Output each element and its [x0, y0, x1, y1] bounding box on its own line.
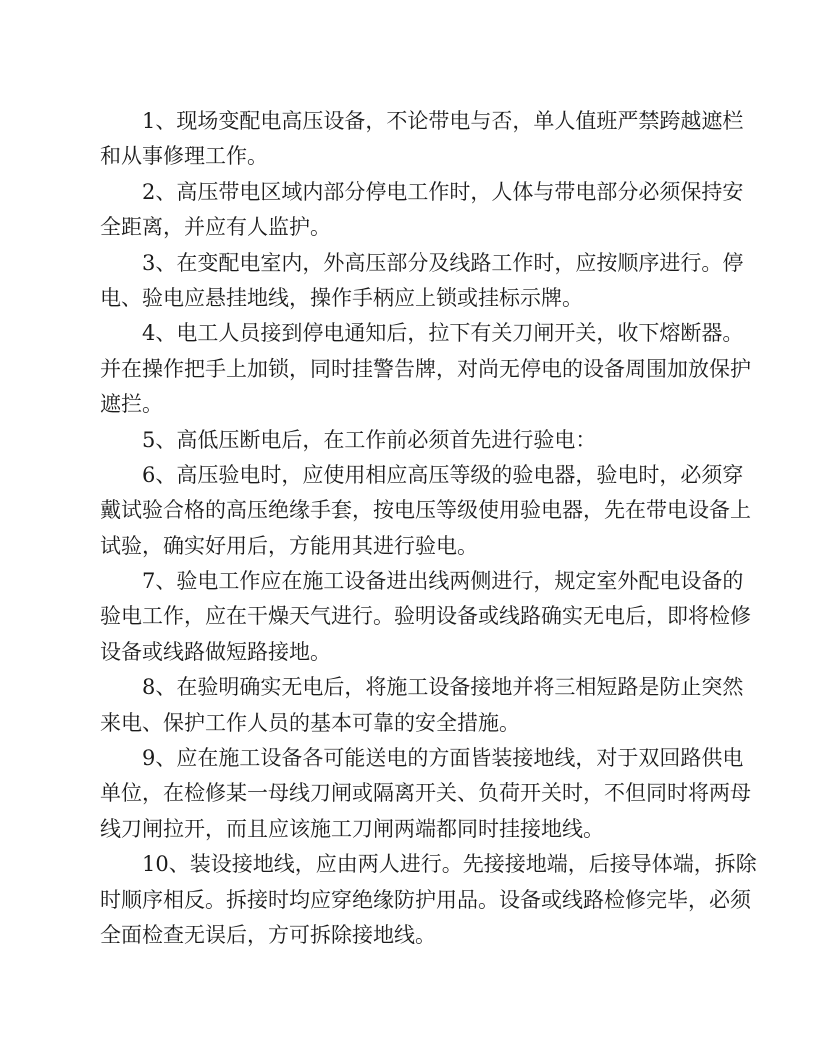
paragraph-6 — [100, 458, 751, 564]
paragraph-line: 并在操作把手上加锁，同时挂警告牌，对尚无停电的设备周围加放保护 — [100, 356, 751, 381]
paragraph-line: 电、验电应悬挂地线，操作手柄应上锁或挂标示牌。 — [100, 285, 583, 310]
document-body — [100, 104, 757, 953]
paragraph-line: 7、验电工作应在施工设备进出线两侧进行，规定室外配电设备的 — [142, 569, 744, 594]
paragraph-line: 来电、保护工作人员的基本可靠的安全措施。 — [100, 710, 520, 735]
paragraph-10 — [100, 847, 757, 953]
paragraph-line: 和从事修理工作。 — [100, 144, 268, 169]
paragraph-line: 8、在验明确实无电后，将施工设备接地并将三相短路是防止突然 — [142, 675, 744, 700]
paragraph-line: 试验，确实好用后，方能用其进行验电。 — [100, 533, 478, 558]
paragraph-line: 设备或线路做短路接地。 — [100, 639, 331, 664]
paragraph-line: 4、电工人员接到停电通知后，拉下有关刀闸开关，收下熔断器。 — [142, 321, 744, 346]
paragraph-line: 9、应在施工设备各可能送电的方面皆装接地线，对于双回路供电 — [142, 746, 744, 771]
paragraph-line: 6、高压验电时，应使用相应高压等级的验电器，验电时，必须穿 — [142, 462, 744, 487]
paragraph-1 — [100, 104, 744, 175]
paragraph-line: 戴试验合格的高压绝缘手套，按电压等级使用验电器，先在带电设备上 — [100, 498, 751, 523]
paragraph-line: 遮拦。 — [100, 392, 163, 417]
paragraph-line: 全面检查无误后，方可拆除接地线。 — [100, 922, 436, 947]
paragraph-line: 5、高低压断电后，在工作前必须首先进行验电： — [142, 427, 597, 452]
paragraph-5 — [100, 423, 720, 458]
paragraph-line: 时顺序相反。拆接时均应穿绝缘防护用品。设备或线路检修完毕，必须 — [100, 887, 751, 912]
paragraph-8 — [100, 670, 744, 741]
paragraph-line: 10、装设接地线，应由两人进行。先接接地端，后接导体端，拆除 — [142, 852, 757, 877]
paragraph-line: 1、现场变配电高压设备，不论带电与否，单人值班严禁跨越遮栏 — [142, 109, 744, 133]
paragraph-2 — [100, 175, 744, 246]
paragraph-line: 3、在变配电室内，外高压部分及线路工作时，应按顺序进行。停 — [142, 250, 744, 275]
paragraph-3 — [100, 246, 744, 317]
paragraph-9 — [100, 741, 751, 847]
paragraph-4 — [100, 316, 751, 422]
paragraph-line: 验电工作，应在干燥天气进行。验明设备或线路确实无电后，即将检修 — [100, 604, 751, 629]
paragraph-line: 单位，在检修某一母线刀闸或隔离开关、负荷开关时，不但同时将两母 — [100, 781, 751, 806]
paragraph-line: 线刀闸拉开，而且应该施工刀闸两端都同时挂接地线。 — [100, 816, 604, 841]
paragraph-line: 2、高压带电区域内部分停电工作时，人体与带电部分必须保持安 — [142, 179, 744, 204]
paragraph-7 — [100, 564, 751, 670]
paragraph-line: 全距离，并应有人监护。 — [100, 215, 331, 240]
